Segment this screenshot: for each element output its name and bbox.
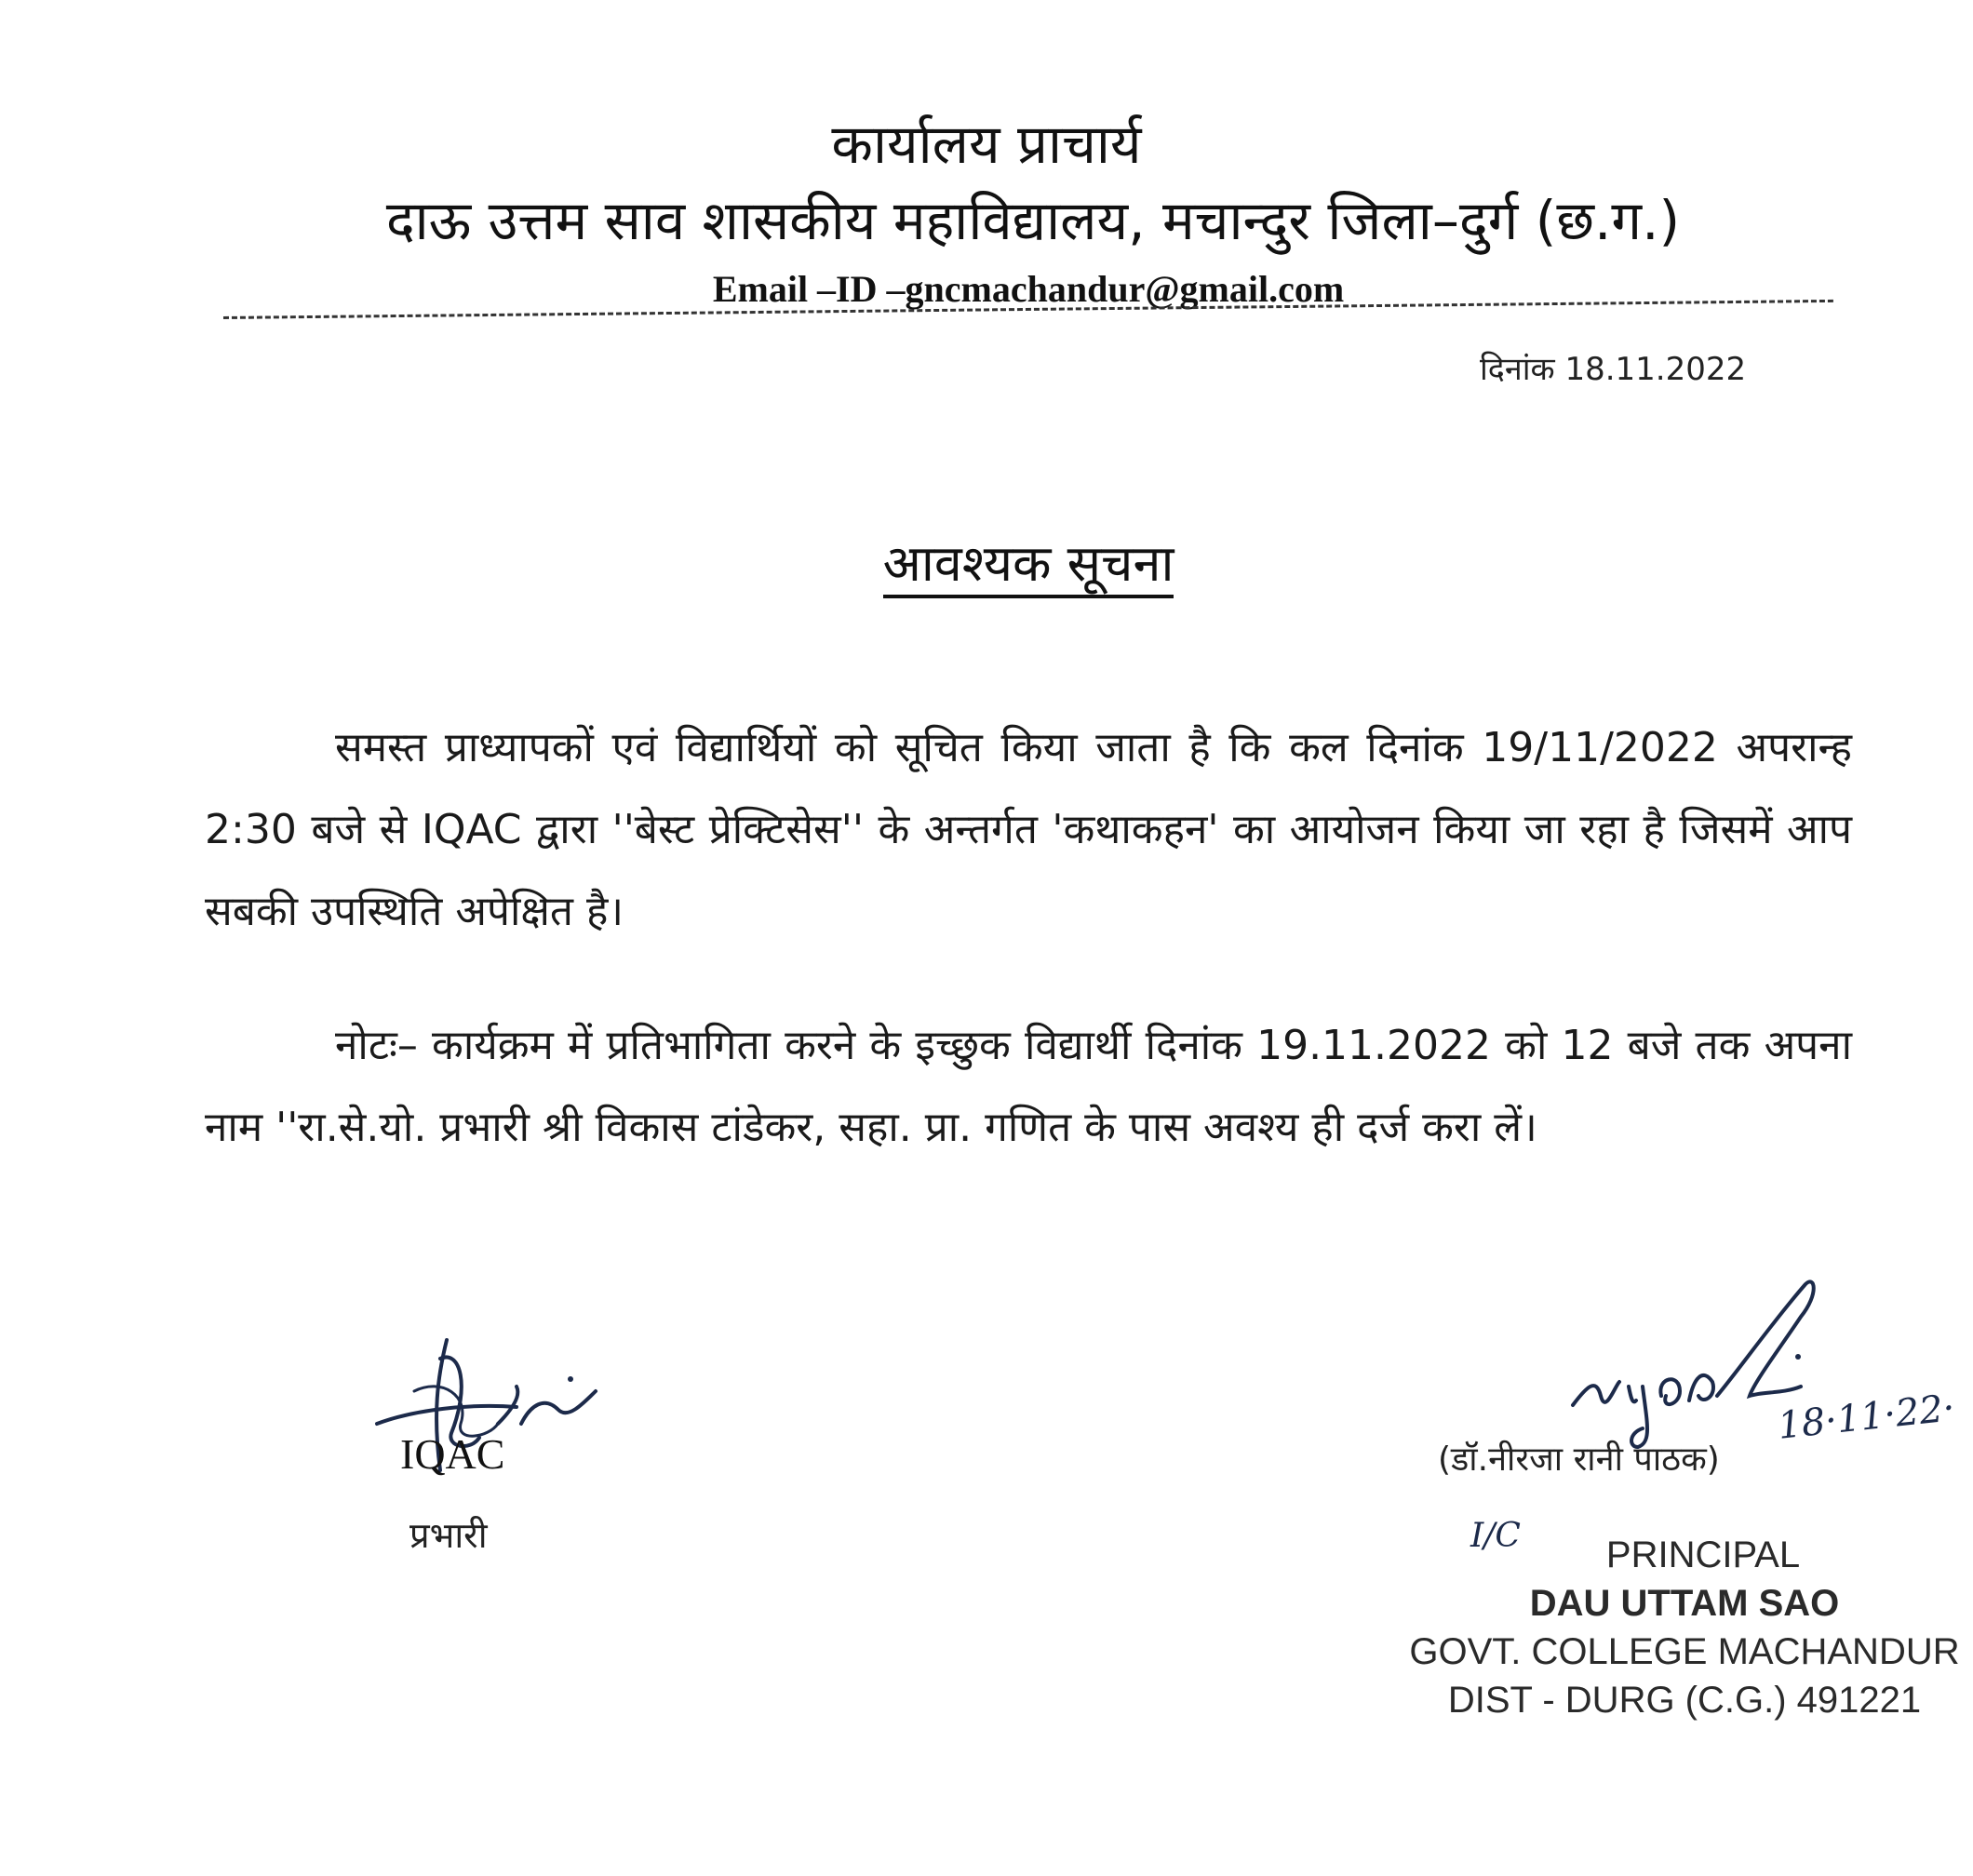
stamp-line-name: DAU UTTAM SAO	[1529, 1583, 1840, 1624]
email-line: Email –ID –gncmachandur@gmail.com	[712, 268, 1345, 310]
notice-title-text: आवश्यक सूचना	[883, 534, 1174, 598]
incharge-note: I/C	[1470, 1517, 1521, 1555]
stamp-line-title: PRINCIPAL	[1605, 1534, 1801, 1575]
iqac-role: प्रभारी	[409, 1515, 488, 1556]
signature-date: 18·11·22·	[1776, 1387, 1957, 1448]
principal-name: (डॉ.नीरजा रानी पाठक)	[1438, 1440, 1720, 1479]
principal-stamp	[1387, 1531, 1973, 1724]
notice-paragraph-note: नोटः– कार्यक्रम में प्रतिभागिता करने के इच्छुक विद्यार्थी दिनांक 19.11.2022 को 12 बजे तक अपना नाम ''रा.से.यो. प्रभारी श्री विकास टांडेकर, सहा. प्रा. गणित के पास अवश्य ही दर्ज करा लें।	[205, 1022, 1852, 1151]
stamp-line-address: DIST - DURG (C.G.) 491221	[1447, 1680, 1922, 1721]
notice-title	[0, 530, 1973, 597]
iqac-label: IQAC	[400, 1430, 505, 1478]
notice-date: दिनांक 18.11.2022	[1480, 351, 1747, 388]
office-heading: कार्यालय प्राचार्य	[831, 113, 1142, 176]
notice-paragraph-main: समस्त प्राध्यापकों एवं विद्यार्थियों को सूचित किया जाता है कि कल दिनांक 19/11/2022 अपरान्ह 2:30 बजे से IQAC द्वारा ''बेस्ट प्रेक्टिसेस'' के अन्तर्गत 'कथाकहन' का आयोजन किया जा रहा है जिसमें आप सबकी उपस्थिति अपेक्षित है।	[205, 724, 1852, 935]
college-name: दाऊ उत्तम साव शासकीय महाविद्यालय, मचान्दुर जिला–दुर्ग (छ.ग.)	[385, 189, 1681, 252]
stamp-line-college: GOVT. COLLEGE MACHANDUR	[1409, 1631, 1960, 1672]
